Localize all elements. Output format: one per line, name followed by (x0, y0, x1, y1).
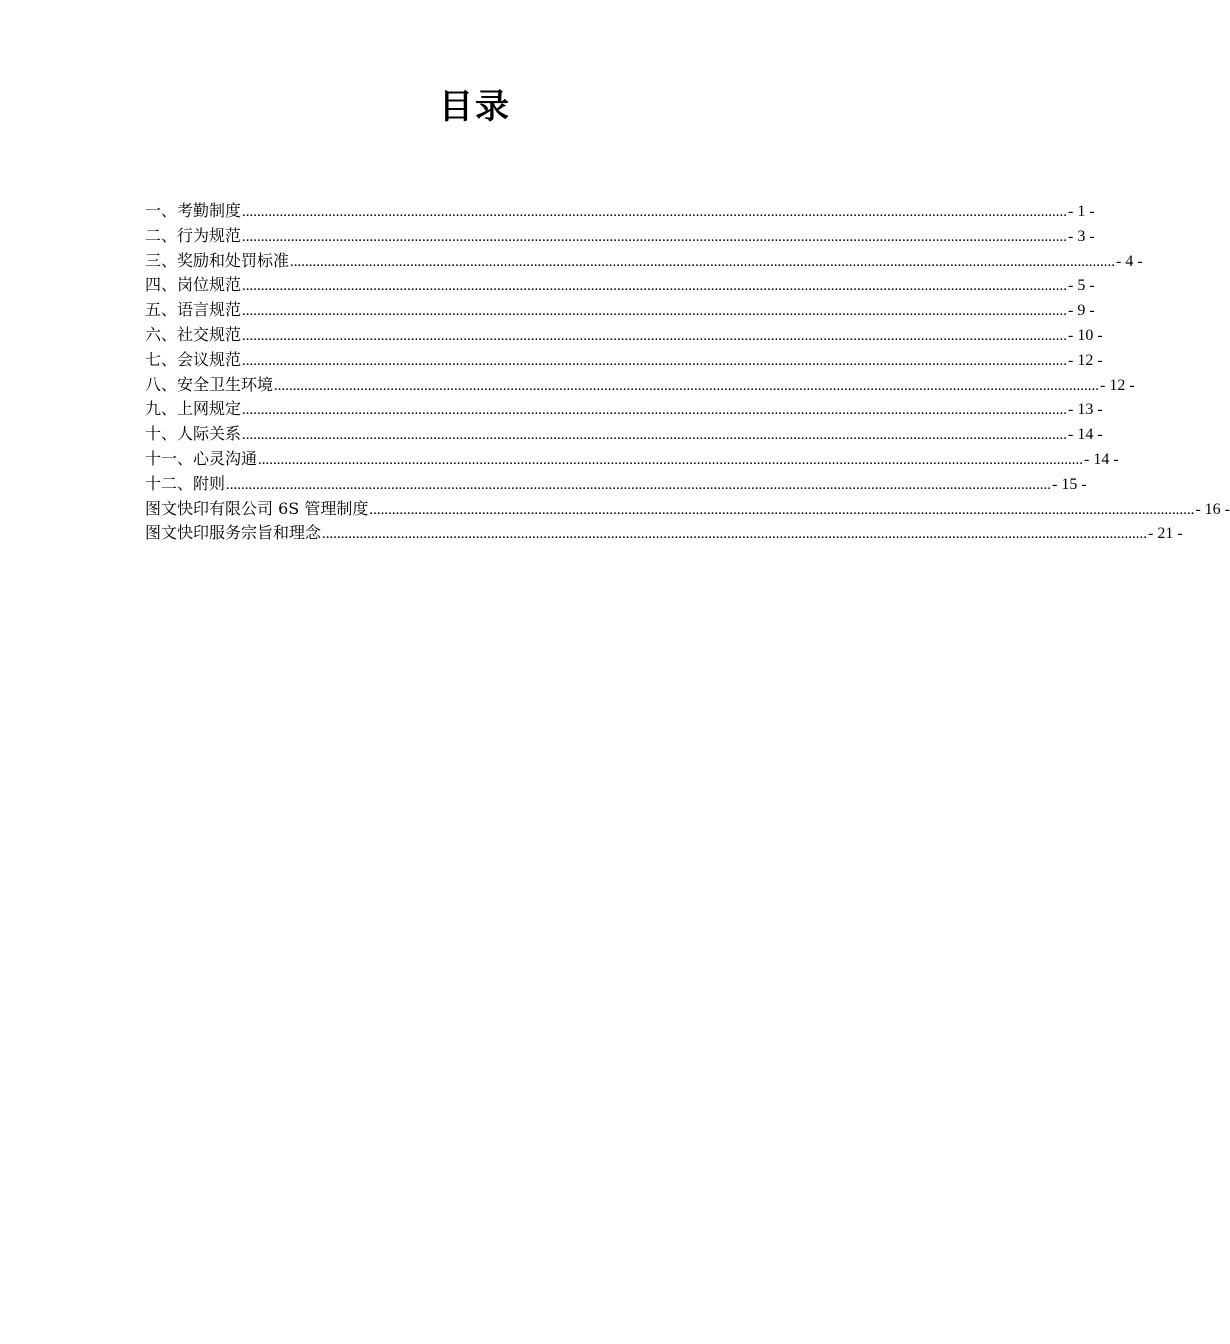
toc-entry[interactable] (145, 323, 1103, 348)
toc-dot-leader: ............................................................................................................................................................................................................................ (242, 327, 1068, 344)
toc-entry-text: 八、安全卫生环境 (145, 374, 274, 394)
toc-entry-text: 四、岗位规范 (145, 275, 242, 295)
toc-entry-text: 七、会议规范 (145, 349, 242, 369)
toc-entry-text: 图文快印服务宗旨和理念 (145, 523, 322, 543)
toc-entry[interactable] (145, 224, 1095, 249)
toc-dot-leader: ............................................................................................................................................................................................................................ (242, 204, 1068, 220)
toc-entry-text: 十二、附则 (145, 473, 226, 493)
toc-page-number: - 10 - (1068, 326, 1103, 344)
toc-entry[interactable] (145, 373, 1135, 398)
toc-page-number: - 16 - (1195, 500, 1230, 518)
toc-entry-text: 五、语言规范 (145, 300, 242, 320)
toc-entry[interactable] (145, 447, 1119, 472)
toc-page-number: - 1 - (1068, 203, 1095, 220)
toc-entry-text: 三、奖励和处罚标准 (145, 250, 290, 270)
toc-dot-leader: ............................................................................................................................................................................................................................ (242, 352, 1068, 369)
toc-page-number: - 14 - (1068, 426, 1103, 444)
toc-entry-text: 二、行为规范 (145, 225, 242, 245)
toc-entry[interactable] (145, 497, 1230, 522)
toc-entry-text: 图文快印有限公司 6S 管理制度 (145, 498, 369, 518)
toc-entry[interactable] (145, 472, 1087, 497)
toc-dot-leader: ............................................................................................................................................................................................................................ (242, 278, 1068, 295)
toc-entry-text: 九、上网规定 (145, 399, 242, 419)
toc-dot-leader: ............................................................................................................................................................................................................................ (242, 402, 1068, 419)
toc-page-number: - 5 - (1068, 277, 1095, 295)
toc-dot-leader: ............................................................................................................................................................................................................................ (242, 228, 1068, 245)
toc-page-number: - 13 - (1068, 401, 1103, 419)
toc-page-number: - 15 - (1052, 475, 1087, 493)
toc-entry[interactable] (145, 273, 1095, 298)
toc-entry[interactable] (145, 199, 1095, 224)
toc-page-number: - 9 - (1068, 302, 1095, 320)
toc-dot-leader: ............................................................................................................................................................................................................................ (258, 451, 1084, 468)
toc-dot-leader: ............................................................................................................................................................................................................................ (242, 303, 1068, 320)
toc-entry[interactable] (145, 298, 1095, 323)
page-title: 目录 (439, 87, 511, 127)
toc-entry[interactable] (145, 521, 1183, 546)
toc-entry[interactable] (145, 249, 1143, 274)
toc-dot-leader: ............................................................................................................................................................................................................................ (369, 501, 1195, 518)
toc-dot-leader: ............................................................................................................................................................................................................................ (242, 427, 1068, 444)
toc-page-number: - 3 - (1068, 227, 1095, 245)
toc-page-number: - 12 - (1100, 376, 1135, 394)
toc-dot-leader: ............................................................................................................................................................................................................................ (322, 526, 1148, 543)
toc-entry-text: 六、社交规范 (145, 324, 242, 344)
toc-entry-text: 一、考勤制度 (145, 201, 242, 220)
toc-entry[interactable] (145, 422, 1103, 447)
toc-dot-leader: ............................................................................................................................................................................................................................ (226, 476, 1052, 493)
table-of-contents (145, 199, 1230, 546)
toc-entry[interactable] (145, 397, 1103, 422)
toc-page-number: - 12 - (1068, 351, 1103, 369)
toc-entry[interactable] (145, 348, 1103, 373)
toc-dot-leader: ............................................................................................................................................................................................................................ (274, 377, 1100, 394)
toc-dot-leader: ............................................................................................................................................................................................................................ (290, 253, 1116, 270)
toc-entry-text: 十、人际关系 (145, 424, 242, 444)
toc-entry-text: 十一、心灵沟通 (145, 448, 258, 468)
toc-page-number: - 4 - (1116, 252, 1143, 270)
toc-page-number: - 14 - (1084, 450, 1119, 468)
toc-page-number: - 21 - (1148, 525, 1183, 543)
